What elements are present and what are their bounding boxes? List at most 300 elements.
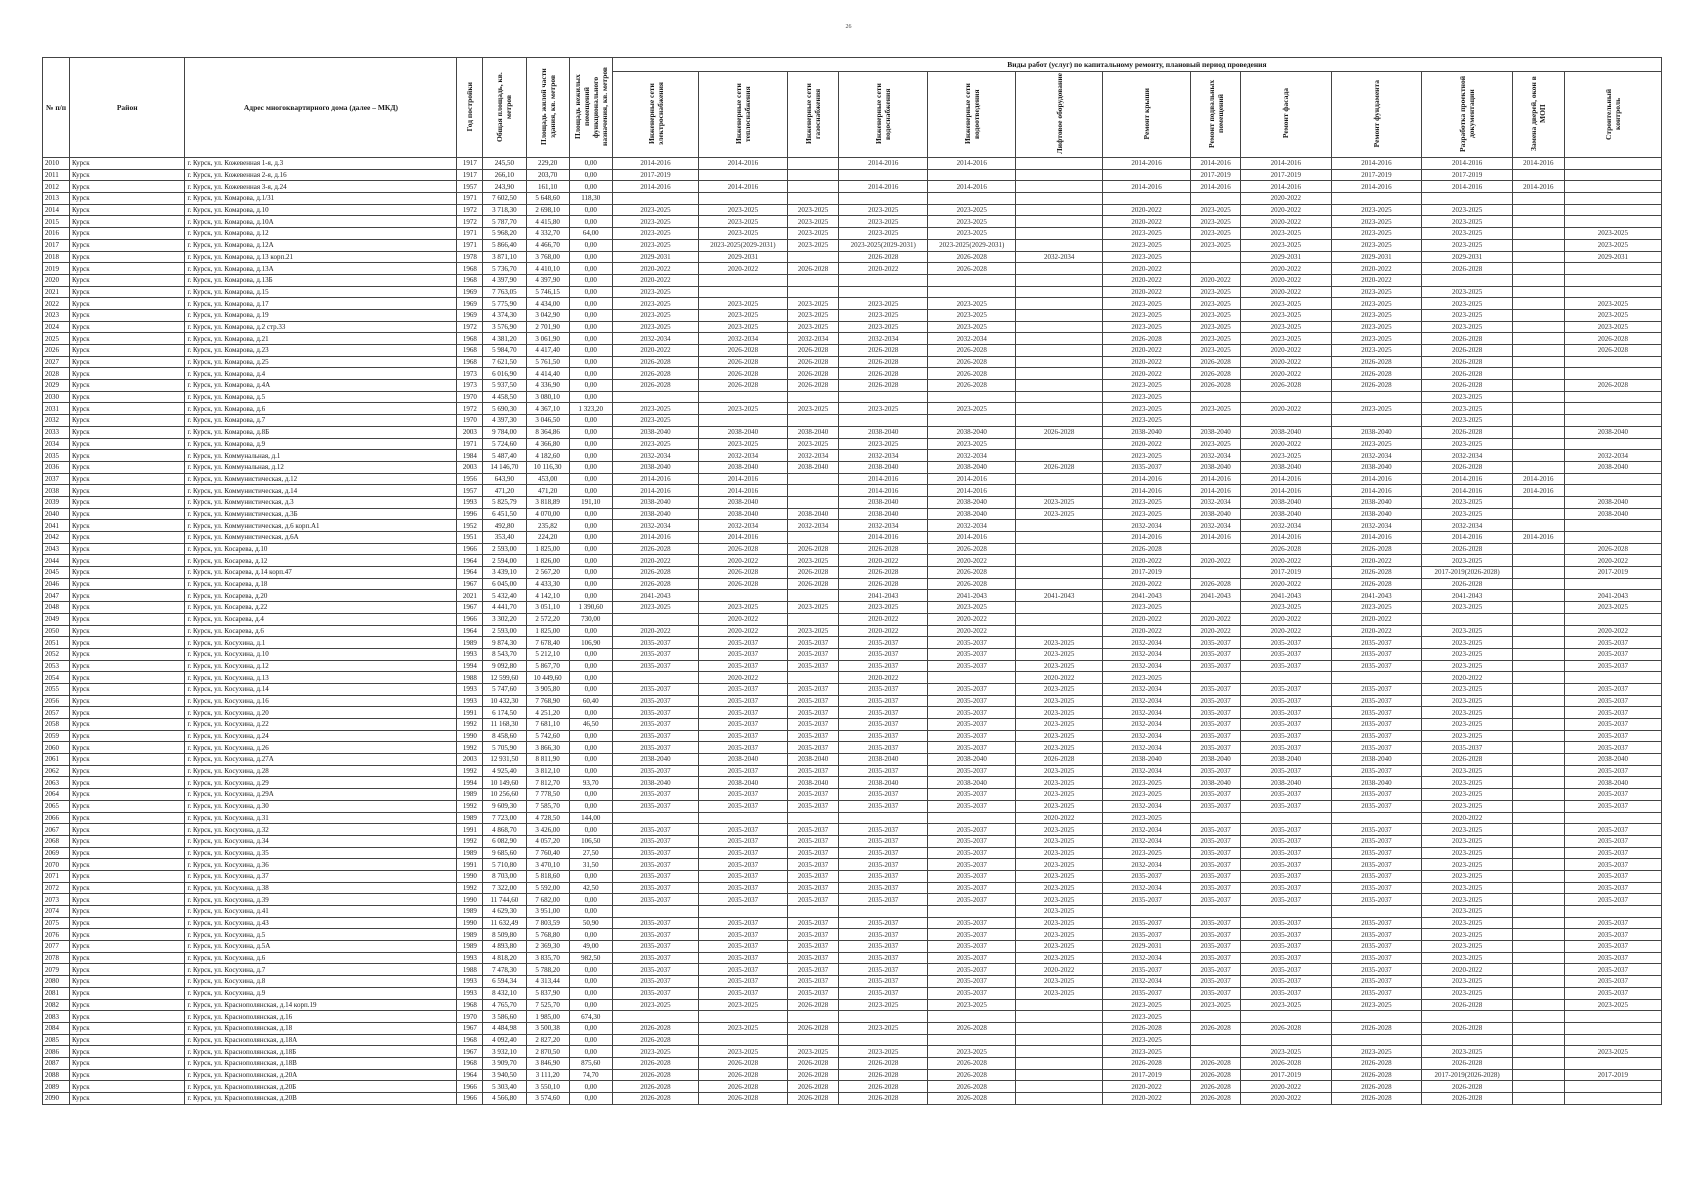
cell-work-basement bbox=[1191, 1011, 1241, 1023]
cell-work-sewer: 2035-2037 bbox=[927, 929, 1016, 941]
cell-work-foundation: 2035-2037 bbox=[1331, 847, 1422, 859]
cell-year: 1970 bbox=[457, 415, 483, 427]
cell-work-electric: 2035-2037 bbox=[612, 683, 698, 695]
cell-work-gas: 2035-2037 bbox=[787, 707, 839, 719]
cell-year: 1990 bbox=[457, 917, 483, 929]
cell-work-doors-windows bbox=[1512, 263, 1564, 275]
cell-address: г. Курск, ул. Комарова, д.17 bbox=[185, 298, 457, 310]
cell-work-basement: 2023-2025 bbox=[1191, 438, 1241, 450]
cell-work-construction-control bbox=[1564, 158, 1661, 170]
table-row bbox=[43, 648, 1662, 660]
cell-work-sewer: 2026-2028 bbox=[927, 263, 1016, 275]
cell-total-area: 4 629,30 bbox=[483, 906, 526, 918]
cell-district: Курск bbox=[69, 1081, 184, 1093]
cell-work-foundation: 2023-2025 bbox=[1331, 999, 1422, 1011]
cell-work-basement: 2023-2025 bbox=[1191, 298, 1241, 310]
cell-year: 2003 bbox=[457, 461, 483, 473]
cell-total-area: 2 593,00 bbox=[483, 543, 526, 555]
cell-address: г. Курск, ул. Коммунистическая, д.12 bbox=[185, 473, 457, 485]
cell-living-area: 7 585,70 bbox=[526, 800, 569, 812]
cell-work-construction-control: 2023-2025 bbox=[1564, 309, 1661, 321]
cell-work-sewer: 2035-2037 bbox=[927, 719, 1016, 731]
table-row bbox=[43, 426, 1662, 438]
table-row bbox=[43, 391, 1662, 403]
cell-work-doors-windows bbox=[1512, 228, 1564, 240]
cell-district: Курск bbox=[69, 648, 184, 660]
cell-work-doors-windows bbox=[1512, 520, 1564, 532]
cell-work-sewer: 2038-2040 bbox=[927, 496, 1016, 508]
cell-year: 1972 bbox=[457, 321, 483, 333]
cell-work-heating: 2038-2040 bbox=[699, 777, 788, 789]
cell-living-area: 5 761,50 bbox=[526, 356, 569, 368]
cell-year: 2003 bbox=[457, 754, 483, 766]
cell-work-facade: 2038-2040 bbox=[1240, 777, 1331, 789]
cell-work-sewer: 2026-2028 bbox=[927, 1057, 1016, 1069]
cell-work-roof: 2020-2022 bbox=[1102, 438, 1191, 450]
cell-work-elevator bbox=[1016, 286, 1102, 298]
cell-work-construction-control: 2035-2037 bbox=[1564, 882, 1661, 894]
cell-living-area: 224,20 bbox=[526, 532, 569, 544]
cell-work-facade bbox=[1240, 1011, 1331, 1023]
cell-num: 2057 bbox=[43, 707, 70, 719]
table-row bbox=[43, 169, 1662, 181]
cell-work-foundation: 2035-2037 bbox=[1331, 730, 1422, 742]
cell-work-foundation: 2026-2028 bbox=[1331, 567, 1422, 579]
cell-work-sewer: 2026-2028 bbox=[927, 380, 1016, 392]
cell-work-foundation: 2023-2025 bbox=[1331, 286, 1422, 298]
cell-work-facade bbox=[1240, 812, 1331, 824]
cell-work-sewer: 2038-2040 bbox=[927, 508, 1016, 520]
cell-work-doors-windows bbox=[1512, 345, 1564, 357]
cell-total-area: 9 874,30 bbox=[483, 637, 526, 649]
cell-total-area: 5 710,80 bbox=[483, 859, 526, 871]
cell-work-sewer: 2035-2037 bbox=[927, 742, 1016, 754]
cell-work-elevator bbox=[1016, 625, 1102, 637]
cell-work-elevator bbox=[1016, 345, 1102, 357]
cell-work-facade: 2023-2025 bbox=[1240, 1046, 1331, 1058]
cell-year: 1968 bbox=[457, 1057, 483, 1069]
cell-num: 2075 bbox=[43, 917, 70, 929]
cell-living-area: 5 746,15 bbox=[526, 286, 569, 298]
cell-work-electric: 2026-2028 bbox=[612, 578, 698, 590]
cell-nonliving-area: 0,00 bbox=[569, 356, 612, 368]
table-row bbox=[43, 543, 1662, 555]
cell-work-facade: 2020-2022 bbox=[1240, 1081, 1331, 1093]
cell-num: 2022 bbox=[43, 298, 70, 310]
cell-work-water: 2038-2040 bbox=[839, 496, 928, 508]
cell-address: г. Курск, ул. Косухина, д.12 bbox=[185, 660, 457, 672]
cell-living-area: 161,10 bbox=[526, 181, 569, 193]
cell-district: Курск bbox=[69, 578, 184, 590]
cell-work-gas bbox=[787, 158, 839, 170]
cell-total-area: 4 397,30 bbox=[483, 415, 526, 427]
cell-district: Курск bbox=[69, 391, 184, 403]
cell-work-construction-control: 2035-2037 bbox=[1564, 987, 1661, 999]
cell-total-area: 8 509,80 bbox=[483, 929, 526, 941]
cell-address: г. Курск, ул. Кожевенная 3-я, д.24 bbox=[185, 181, 457, 193]
table-row bbox=[43, 450, 1662, 462]
cell-living-area: 4 366,80 bbox=[526, 438, 569, 450]
table-row bbox=[43, 894, 1662, 906]
cell-district: Курск bbox=[69, 181, 184, 193]
cell-year: 1993 bbox=[457, 976, 483, 988]
cell-address: г. Курск, ул. Комарова, д.4 bbox=[185, 368, 457, 380]
table-row bbox=[43, 976, 1662, 988]
cell-work-roof: 2023-2025 bbox=[1102, 789, 1191, 801]
cell-nonliving-area: 0,00 bbox=[569, 181, 612, 193]
cell-work-elevator: 2041-2043 bbox=[1016, 590, 1102, 602]
cell-year: 1973 bbox=[457, 368, 483, 380]
table-row bbox=[43, 824, 1662, 836]
cell-work-gas: 2035-2037 bbox=[787, 695, 839, 707]
cell-year: 1971 bbox=[457, 228, 483, 240]
cell-work-facade: 2035-2037 bbox=[1240, 695, 1331, 707]
cell-work-construction-control bbox=[1564, 1093, 1661, 1105]
cell-work-construction-control: 2035-2037 bbox=[1564, 683, 1661, 695]
table-row bbox=[43, 754, 1662, 766]
cell-work-elevator bbox=[1016, 602, 1102, 614]
cell-work-doors-windows bbox=[1512, 835, 1564, 847]
cell-work-design-docs: 2023-2025 bbox=[1422, 789, 1513, 801]
cell-total-area: 5 705,90 bbox=[483, 742, 526, 754]
cell-living-area: 3 500,38 bbox=[526, 1022, 569, 1034]
cell-work-foundation: 2023-2025 bbox=[1331, 216, 1422, 228]
cell-work-gas: 2026-2028 bbox=[787, 1081, 839, 1093]
cell-work-facade: 2020-2022 bbox=[1240, 578, 1331, 590]
cell-work-gas bbox=[787, 1011, 839, 1023]
cell-work-doors-windows bbox=[1512, 508, 1564, 520]
cell-work-basement: 2035-2037 bbox=[1191, 882, 1241, 894]
cell-work-electric: 2017-2019 bbox=[612, 169, 698, 181]
cell-work-design-docs: 2026-2028 bbox=[1422, 426, 1513, 438]
cell-work-electric: 2014-2016 bbox=[612, 181, 698, 193]
cell-work-electric bbox=[612, 906, 698, 918]
table-row bbox=[43, 882, 1662, 894]
cell-district: Курск bbox=[69, 496, 184, 508]
cell-total-area: 5 968,20 bbox=[483, 228, 526, 240]
cell-work-design-docs: 2023-2025 bbox=[1422, 847, 1513, 859]
cell-work-construction-control bbox=[1564, 286, 1661, 298]
cell-address: г. Курск, ул. Косухина, д.22 bbox=[185, 719, 457, 731]
cell-work-sewer: 2023-2025 bbox=[927, 321, 1016, 333]
cell-work-elevator bbox=[1016, 543, 1102, 555]
cell-living-area: 4 466,70 bbox=[526, 239, 569, 251]
table-row bbox=[43, 345, 1662, 357]
cell-year: 1992 bbox=[457, 800, 483, 812]
table-row bbox=[43, 941, 1662, 953]
cell-work-doors-windows bbox=[1512, 964, 1564, 976]
cell-nonliving-area: 118,30 bbox=[569, 193, 612, 205]
table-row bbox=[43, 777, 1662, 789]
cell-work-basement: 2035-2037 bbox=[1191, 952, 1241, 964]
cell-num: 2018 bbox=[43, 251, 70, 263]
cell-num: 2069 bbox=[43, 847, 70, 859]
cell-district: Курск bbox=[69, 976, 184, 988]
cell-work-foundation: 2035-2037 bbox=[1331, 976, 1422, 988]
cell-work-foundation: 2035-2037 bbox=[1331, 859, 1422, 871]
cell-work-roof: 2023-2025 bbox=[1102, 1034, 1191, 1046]
header-address: Адрес многоквартирного дома (далее – МКД) bbox=[185, 58, 457, 158]
cell-work-facade: 2014-2016 bbox=[1240, 485, 1331, 497]
cell-district: Курск bbox=[69, 239, 184, 251]
cell-work-water: 2038-2040 bbox=[839, 754, 928, 766]
cell-total-area: 4 566,80 bbox=[483, 1093, 526, 1105]
cell-work-roof: 2023-2025 bbox=[1102, 602, 1191, 614]
cell-living-area: 3 426,00 bbox=[526, 824, 569, 836]
cell-work-design-docs: 2026-2028 bbox=[1422, 578, 1513, 590]
cell-work-electric: 2026-2028 bbox=[612, 1034, 698, 1046]
cell-work-sewer: 2035-2037 bbox=[927, 917, 1016, 929]
cell-work-sewer: 2032-2034 bbox=[927, 520, 1016, 532]
cell-total-area: 7 602,50 bbox=[483, 193, 526, 205]
cell-work-roof: 2014-2016 bbox=[1102, 485, 1191, 497]
cell-work-roof: 2035-2037 bbox=[1102, 461, 1191, 473]
cell-work-water: 2026-2028 bbox=[839, 251, 928, 263]
cell-work-construction-control: 2035-2037 bbox=[1564, 800, 1661, 812]
cell-work-design-docs: 2023-2025 bbox=[1422, 391, 1513, 403]
cell-work-design-docs: 2035-2037 bbox=[1422, 742, 1513, 754]
cell-year: 1990 bbox=[457, 894, 483, 906]
cell-nonliving-area: 0,00 bbox=[569, 730, 612, 742]
cell-work-foundation: 2023-2025 bbox=[1331, 403, 1422, 415]
cell-work-electric: 2026-2028 bbox=[612, 1069, 698, 1081]
cell-work-sewer bbox=[927, 391, 1016, 403]
cell-total-area: 6 594,34 bbox=[483, 976, 526, 988]
cell-work-design-docs: 2023-2025 bbox=[1422, 683, 1513, 695]
cell-district: Курск bbox=[69, 1069, 184, 1081]
cell-work-elevator bbox=[1016, 181, 1102, 193]
cell-work-design-docs: 2023-2025 bbox=[1422, 730, 1513, 742]
cell-address: г. Курск, ул. Косухина, д.39 bbox=[185, 894, 457, 906]
cell-work-doors-windows bbox=[1512, 777, 1564, 789]
cell-work-facade: 2014-2016 bbox=[1240, 532, 1331, 544]
cell-address: г. Курск, ул. Косухина, д.5 bbox=[185, 929, 457, 941]
cell-work-design-docs: 2026-2028 bbox=[1422, 333, 1513, 345]
cell-total-area: 4 765,70 bbox=[483, 999, 526, 1011]
cell-work-electric bbox=[612, 391, 698, 403]
cell-work-construction-control: 2023-2025 bbox=[1564, 999, 1661, 1011]
cell-work-doors-windows bbox=[1512, 356, 1564, 368]
cell-work-roof: 2038-2040 bbox=[1102, 754, 1191, 766]
cell-nonliving-area: 0,00 bbox=[569, 391, 612, 403]
cell-work-water bbox=[839, 1011, 928, 1023]
cell-living-area: 229,20 bbox=[526, 158, 569, 170]
cell-work-design-docs bbox=[1422, 274, 1513, 286]
cell-address: г. Курск, ул. Краснополянская, д.16 bbox=[185, 1011, 457, 1023]
cell-nonliving-area: 0,00 bbox=[569, 999, 612, 1011]
cell-num: 2039 bbox=[43, 496, 70, 508]
cell-address: г. Курск, ул. Комарова, д.10А bbox=[185, 216, 457, 228]
cell-work-basement: 2035-2037 bbox=[1191, 789, 1241, 801]
cell-work-construction-control bbox=[1564, 520, 1661, 532]
cell-work-elevator: 2023-2025 bbox=[1016, 847, 1102, 859]
cell-work-basement: 2020-2022 bbox=[1191, 625, 1241, 637]
cell-nonliving-area: 0,00 bbox=[569, 309, 612, 321]
cell-total-area: 4 441,70 bbox=[483, 602, 526, 614]
cell-work-heating: 2026-2028 bbox=[699, 1081, 788, 1093]
cell-work-design-docs: 2023-2025 bbox=[1422, 906, 1513, 918]
cell-num: 2056 bbox=[43, 695, 70, 707]
cell-num: 2014 bbox=[43, 204, 70, 216]
cell-living-area: 4 397,90 bbox=[526, 274, 569, 286]
cell-living-area: 4 336,90 bbox=[526, 380, 569, 392]
cell-work-facade: 2035-2037 bbox=[1240, 742, 1331, 754]
cell-work-heating: 2026-2028 bbox=[699, 1093, 788, 1105]
cell-work-construction-control: 2035-2037 bbox=[1564, 719, 1661, 731]
cell-work-construction-control: 2035-2037 bbox=[1564, 870, 1661, 882]
cell-living-area: 5 592,00 bbox=[526, 882, 569, 894]
cell-year: 1957 bbox=[457, 181, 483, 193]
cell-work-heating bbox=[699, 1034, 788, 1046]
cell-work-basement: 2026-2028 bbox=[1191, 368, 1241, 380]
cell-work-heating: 2020-2022 bbox=[699, 613, 788, 625]
header-work-design-docs: Разработка проектной документации bbox=[1422, 72, 1513, 158]
cell-work-gas: 2035-2037 bbox=[787, 894, 839, 906]
cell-work-heating: 2035-2037 bbox=[699, 859, 788, 871]
header-work-roof: Ремонт крыши bbox=[1102, 72, 1191, 158]
header-work-basement: Ремонт подвальных помещений bbox=[1191, 72, 1241, 158]
table-row bbox=[43, 695, 1662, 707]
cell-work-gas: 2035-2037 bbox=[787, 683, 839, 695]
cell-work-heating bbox=[699, 906, 788, 918]
cell-work-basement: 2020-2022 bbox=[1191, 274, 1241, 286]
cell-work-roof: 2020-2022 bbox=[1102, 368, 1191, 380]
cell-work-foundation: 2035-2037 bbox=[1331, 835, 1422, 847]
cell-work-water: 2032-2034 bbox=[839, 450, 928, 462]
cell-work-heating bbox=[699, 274, 788, 286]
cell-work-construction-control: 2035-2037 bbox=[1564, 929, 1661, 941]
cell-work-heating: 2035-2037 bbox=[699, 730, 788, 742]
cell-work-gas: 2035-2037 bbox=[787, 976, 839, 988]
cell-work-water: 2032-2034 bbox=[839, 520, 928, 532]
cell-living-area: 3 846,90 bbox=[526, 1057, 569, 1069]
cell-address: г. Курск, ул. Косухина, д.43 bbox=[185, 917, 457, 929]
cell-total-area: 4 925,40 bbox=[483, 765, 526, 777]
cell-num: 2081 bbox=[43, 987, 70, 999]
cell-work-gas bbox=[787, 496, 839, 508]
cell-work-construction-control bbox=[1564, 415, 1661, 427]
cell-year: 1992 bbox=[457, 719, 483, 731]
table-row bbox=[43, 438, 1662, 450]
cell-work-design-docs: 2023-2025 bbox=[1422, 929, 1513, 941]
cell-work-roof: 2032-2034 bbox=[1102, 520, 1191, 532]
table-row bbox=[43, 1093, 1662, 1105]
cell-work-facade: 2020-2022 bbox=[1240, 193, 1331, 205]
cell-work-facade: 2035-2037 bbox=[1240, 859, 1331, 871]
cell-work-heating: 2023-2025 bbox=[699, 298, 788, 310]
cell-address: г. Курск, ул. Косухина, д.30 bbox=[185, 800, 457, 812]
cell-living-area: 3 866,30 bbox=[526, 742, 569, 754]
cell-work-foundation: 2023-2025 bbox=[1331, 333, 1422, 345]
cell-nonliving-area: 1 323,20 bbox=[569, 403, 612, 415]
cell-work-basement bbox=[1191, 906, 1241, 918]
cell-work-foundation: 2032-2034 bbox=[1331, 450, 1422, 462]
cell-work-water: 2032-2034 bbox=[839, 333, 928, 345]
cell-living-area: 3 905,80 bbox=[526, 683, 569, 695]
table-row bbox=[43, 637, 1662, 649]
header-district: Район bbox=[69, 58, 184, 158]
cell-work-heating: 2014-2016 bbox=[699, 532, 788, 544]
cell-living-area: 5 788,20 bbox=[526, 964, 569, 976]
cell-living-area: 2 870,50 bbox=[526, 1046, 569, 1058]
cell-total-area: 5 937,50 bbox=[483, 380, 526, 392]
cell-work-water: 2026-2028 bbox=[839, 567, 928, 579]
cell-work-elevator: 2023-2025 bbox=[1016, 730, 1102, 742]
table-row bbox=[43, 403, 1662, 415]
cell-year: 1994 bbox=[457, 777, 483, 789]
cell-num: 2059 bbox=[43, 730, 70, 742]
cell-work-electric: 2023-2025 bbox=[612, 438, 698, 450]
cell-work-electric: 2035-2037 bbox=[612, 707, 698, 719]
cell-address: г. Курск, ул. Краснополянская, д.18А bbox=[185, 1034, 457, 1046]
cell-work-foundation: 2026-2028 bbox=[1331, 1057, 1422, 1069]
header-work-heating: Инженерные сети теплоснабжения bbox=[699, 72, 788, 158]
cell-work-heating bbox=[699, 415, 788, 427]
cell-work-facade: 2020-2022 bbox=[1240, 274, 1331, 286]
cell-work-facade: 2035-2037 bbox=[1240, 976, 1331, 988]
cell-nonliving-area: 0,00 bbox=[569, 625, 612, 637]
cell-work-roof bbox=[1102, 169, 1191, 181]
header-work-foundation: Ремонт фундамента bbox=[1331, 72, 1422, 158]
cell-nonliving-area: 0,00 bbox=[569, 239, 612, 251]
cell-total-area: 10 149,60 bbox=[483, 777, 526, 789]
cell-total-area: 7 478,30 bbox=[483, 964, 526, 976]
cell-work-construction-control bbox=[1564, 169, 1661, 181]
cell-work-elevator bbox=[1016, 403, 1102, 415]
cell-work-electric: 2035-2037 bbox=[612, 660, 698, 672]
cell-address: г. Курск, ул. Косухина, д.37 bbox=[185, 870, 457, 882]
cell-work-heating: 2035-2037 bbox=[699, 941, 788, 953]
cell-num: 2065 bbox=[43, 800, 70, 812]
cell-work-sewer: 2026-2028 bbox=[927, 578, 1016, 590]
cell-total-area: 4 484,98 bbox=[483, 1022, 526, 1034]
cell-work-doors-windows bbox=[1512, 321, 1564, 333]
cell-address: г. Курск, ул. Кожевенная 1-я, д.3 bbox=[185, 158, 457, 170]
cell-work-facade: 2026-2028 bbox=[1240, 1057, 1331, 1069]
cell-work-gas: 2026-2028 bbox=[787, 999, 839, 1011]
cell-work-foundation: 2026-2028 bbox=[1331, 1069, 1422, 1081]
cell-work-doors-windows bbox=[1512, 941, 1564, 953]
cell-nonliving-area: 0,00 bbox=[569, 216, 612, 228]
cell-work-elevator: 2023-2025 bbox=[1016, 660, 1102, 672]
cell-work-electric: 2026-2028 bbox=[612, 1093, 698, 1105]
cell-work-doors-windows bbox=[1512, 415, 1564, 427]
table-row bbox=[43, 742, 1662, 754]
cell-num: 2079 bbox=[43, 964, 70, 976]
cell-work-elevator bbox=[1016, 1034, 1102, 1046]
cell-work-water: 2023-2025 bbox=[839, 228, 928, 240]
cell-work-design-docs: 2014-2016 bbox=[1422, 532, 1513, 544]
cell-work-gas: 2023-2025 bbox=[787, 239, 839, 251]
cell-address: г. Курск, ул. Комарова, д.12А bbox=[185, 239, 457, 251]
cell-work-basement: 2035-2037 bbox=[1191, 765, 1241, 777]
cell-work-water: 2038-2040 bbox=[839, 508, 928, 520]
cell-nonliving-area: 0,00 bbox=[569, 169, 612, 181]
cell-district: Курск bbox=[69, 707, 184, 719]
cell-work-heating: 2035-2037 bbox=[699, 789, 788, 801]
cell-work-facade: 2032-2034 bbox=[1240, 520, 1331, 532]
cell-living-area: 4 415,80 bbox=[526, 216, 569, 228]
cell-work-construction-control: 2035-2037 bbox=[1564, 941, 1661, 953]
cell-work-doors-windows bbox=[1512, 450, 1564, 462]
cell-living-area: 3 550,10 bbox=[526, 1081, 569, 1093]
cell-living-area: 4 142,10 bbox=[526, 590, 569, 602]
cell-work-construction-control: 2035-2037 bbox=[1564, 765, 1661, 777]
cell-total-area: 8 543,70 bbox=[483, 648, 526, 660]
cell-address: г. Курск, ул. Косарева, д.6 bbox=[185, 625, 457, 637]
cell-total-area: 3 586,60 bbox=[483, 1011, 526, 1023]
cell-work-roof: 2023-2025 bbox=[1102, 380, 1191, 392]
